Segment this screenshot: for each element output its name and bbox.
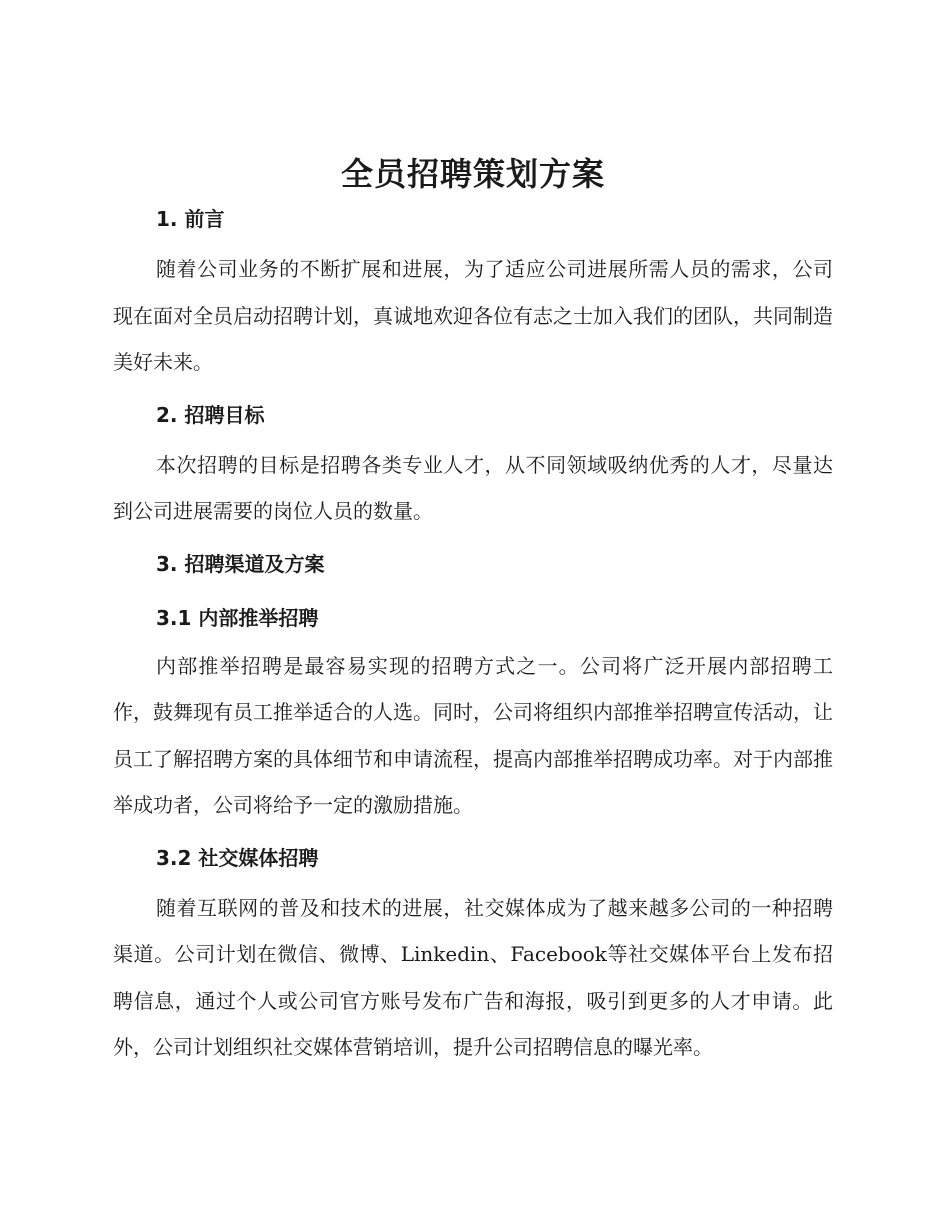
- document-title: 全员招聘策划方案: [340, 155, 605, 193]
- section-heading-preface: 1. 前言: [156, 207, 225, 231]
- subsection-body-social-media: 随着互联网的普及和技术的进展，社交媒体成为了越来越多公司的一种招聘渠道。公司计划在微信、微博、Linkedin、Facebook等社交媒体平台上发布招聘信息，通过个人或公司官方账号发布广告和海报，吸引到更多的人才申请。此外，公司计划组织社交媒体营销培训，提升公司招聘信息的曝光率。: [113, 895, 833, 1059]
- subsection-heading-internal-referral: 3.1 内部推举招聘: [156, 605, 319, 630]
- section-heading-channels: 3. 招聘渠道及方案: [156, 551, 325, 576]
- section-body-preface: 随着公司业务的不断扩展和进展，为了适应公司进展所需人员的需求，公司现在面对全员启动招聘计划，真诚地欢迎各位有志之士加入我们的团队，共同制造美好未来。: [113, 257, 833, 374]
- section-body-goal: 本次招聘的目标是招聘各类专业人才，从不同领域吸纳优秀的人才，尽量达到公司进展需要的岗位人员的数量。: [113, 452, 833, 523]
- subsection-body-internal-referral: 内部推举招聘是最容易实现的招聘方式之一。公司将广泛开展内部招聘工作，鼓舞现有员工推举适合的人选。同时，公司将组织内部推举招聘宣传活动，让员工了解招聘方案的具体细节和申请流程，提高内部推举招聘成功率。对于内部推举成功者，公司将给予一定的激励措施。: [113, 653, 833, 817]
- subsection-heading-social-media: 3.2 社交媒体招聘: [156, 845, 319, 870]
- section-heading-goal: 2. 招聘目标: [156, 402, 265, 427]
